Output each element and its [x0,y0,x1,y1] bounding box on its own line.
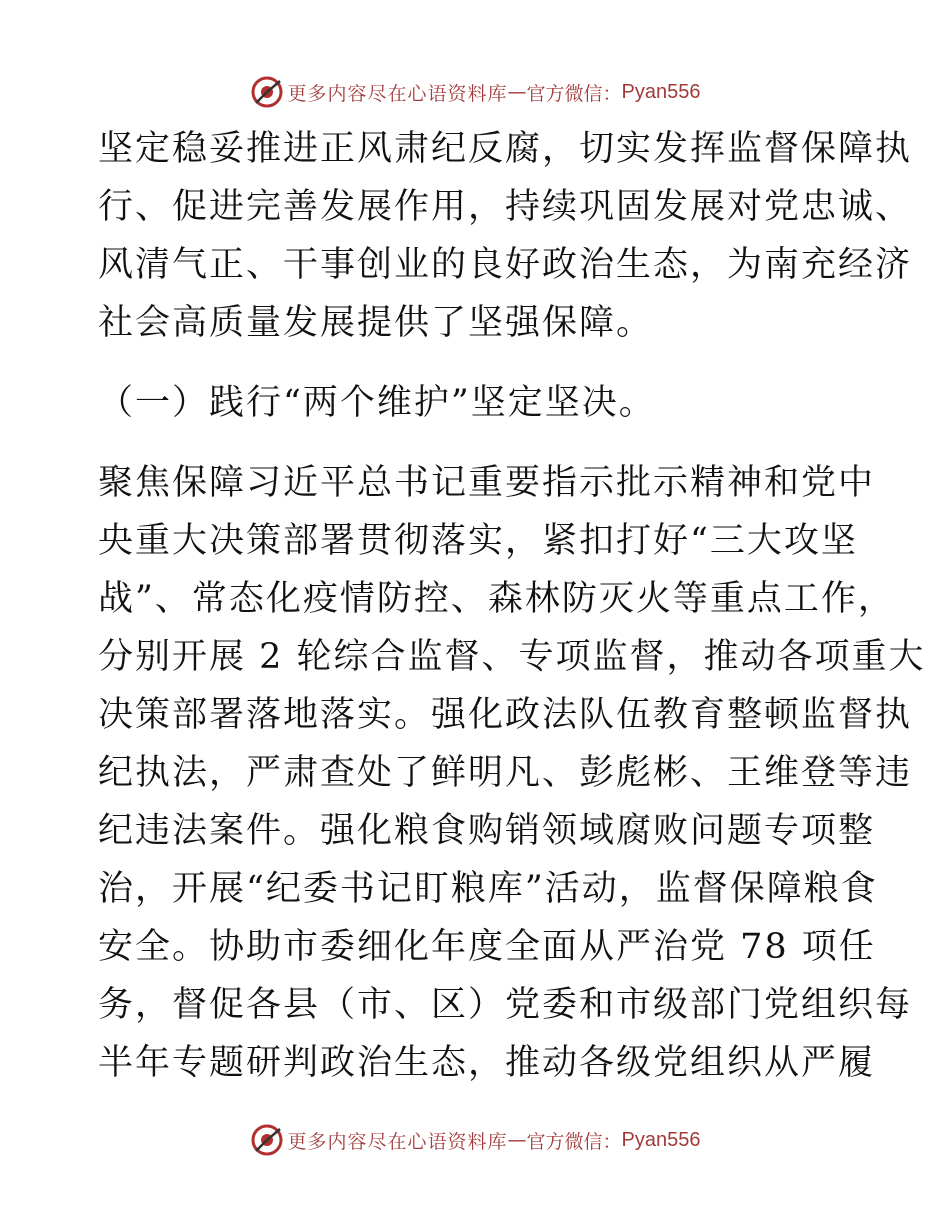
text-line: 分别开展 2 轮综合监督、专项监督，推动各项重大 [98,637,926,677]
section-heading: （一）践行“两个维护”坚定坚决。 [98,383,656,423]
banner-text: 更多内容尽在心语资料库 [287,82,508,105]
banner-separator: — [507,1129,527,1151]
text-line: 聚焦保障习近平总书记重要指示批示精神和党中 [98,463,876,503]
text-line: 半年专题研判政治生态，推动各级党组织从严履 [98,1043,876,1083]
brand-logo-icon [250,1123,284,1157]
banner-separator: — [507,81,527,103]
text-line: 纪执法，严肃查处了鲜明凡、彭彪彬、王维登等违 [98,753,913,793]
text-line: 决策部署落地落实。强化政法队伍教育整顿监督执 [98,695,913,735]
text-line: 战”、常态化疫情防控、森林防灭火等重点工作， [98,579,895,619]
text-line: 央重大决策部署贯彻落实，紧扣打好“三大攻坚 [98,521,858,561]
text-line: 安全。协助市委细化年度全面从严治党 78 项任 [98,927,876,967]
banner-wechat-id: Pyan556 [621,80,701,103]
footer-banner [0,1120,950,1160]
header-banner [0,72,950,112]
banner-wechat-label: 官方微信： [526,82,622,105]
banner-wechat-id: Pyan556 [621,1128,701,1151]
text-line: 务，督促各县（市、区）党委和市级部门党组织每 [98,985,913,1025]
text-line: 纪违法案件。强化粮食购销领域腐败问题专项整 [98,811,876,851]
text-line: 行、促进完善发展作用，持续巩固发展对党忠诚、 [98,187,913,227]
banner-text: 更多内容尽在心语资料库 [287,1130,508,1153]
text-line: 坚定稳妥推进正风肃纪反腐，切实发挥监督保障执 [98,129,913,169]
brand-logo-icon [250,75,284,109]
text-line: 治，开展“纪委书记盯粮库”活动，监督保障粮食 [98,869,878,909]
text-line: 风清气正、干事创业的良好政治生态，为南充经济 [98,245,913,285]
document-body [98,120,926,1092]
text-line: 社会高质量发展提供了坚强保障。 [98,303,654,343]
banner-wechat-label: 官方微信： [526,1130,622,1153]
